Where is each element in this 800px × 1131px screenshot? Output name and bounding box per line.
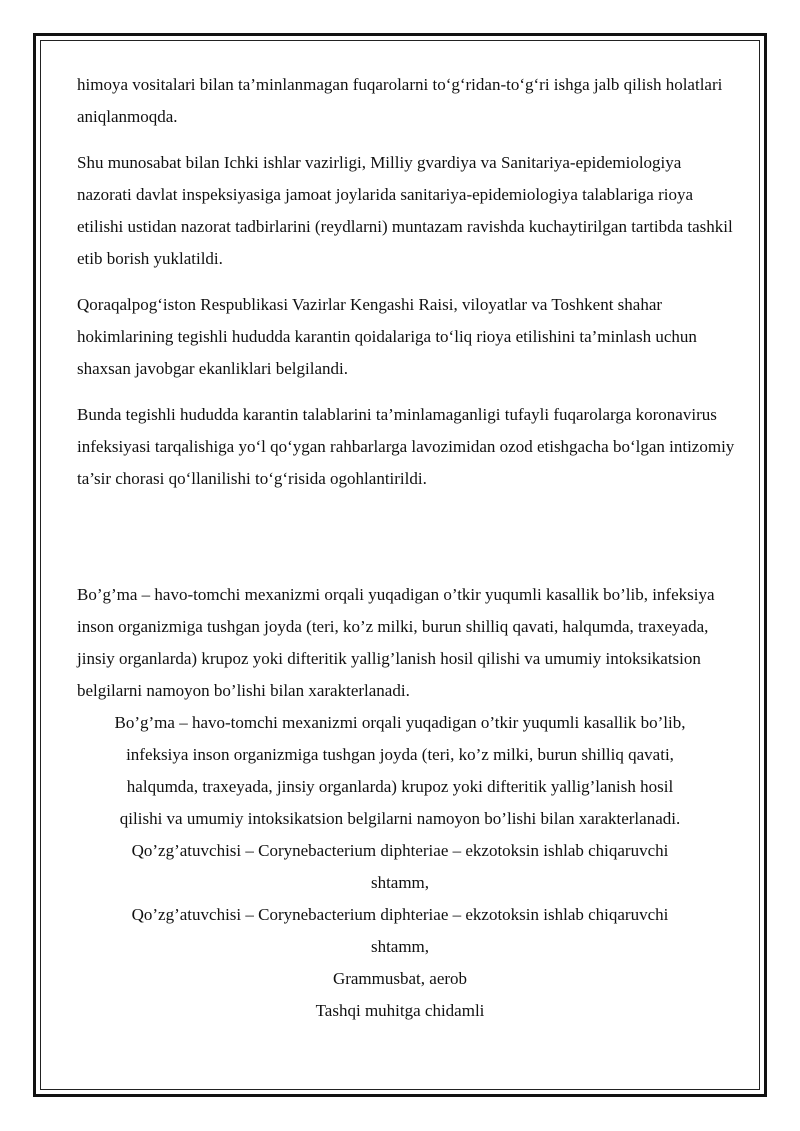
paragraph-2: Shu munosabat bilan Ichki ishlar vazirligi, Milliy gvardiya va Sanitariya-epidemiologiya nazorati davlat inspeksiyasiga jamoat joylarida sanitariya-epidemiologiya talablariga rioya etilishi ustidan nazorat tadbirlarini (reydlarni) muntazam ravishda kuchaytirilgan tartibda tashkil etib borish yuklatildi.	[77, 153, 733, 268]
centered-line: Tashqi muhitga chidamli	[315, 1001, 485, 1020]
paragraph-4: Bunda tegishli hududda karantin talablarini ta’minlamaganligi tufayli fuqarolarga koronavirus infeksiyasi tarqalishiga yo‘l qo‘ygan rahbarlarga lavozimidan ozod etishgacha bo‘lgan intizomiy ta’sir chorasi qo‘llanilishi to‘g‘risida ogohlantirildi.	[77, 405, 735, 488]
paragraph-1: himoya vositalari bilan ta’minlanmagan fuqarolarni to‘g‘ridan-to‘g‘ri ishga jalb qilish holatlari aniqlanmoqda.	[77, 75, 723, 126]
centered-line: halqumda, traxeyada, jinsiy organlarda) krupoz yoki difteritik yallig’lanish hosil	[126, 777, 674, 796]
centered-line: Grammusbat, aerob	[332, 969, 468, 988]
centered-line: Qo’zg’atuvchisi – Corynebacterium diphteriae – ekzotoksin ishlab chiqaruvchi	[131, 841, 669, 860]
document-body	[77, 69, 737, 1027]
centered-text-block	[77, 707, 723, 1027]
centered-line: shtamm,	[370, 937, 430, 956]
section-gap	[77, 509, 737, 579]
paragraph-3: Qoraqalpog‘iston Respublikasi Vazirlar Kengashi Raisi, viloyatlar va Toshkent shahar hokimlarining tegishli hududda karantin qoidalariga to‘liq rioya etilishini ta’minlash uchun shaxsan javobgar ekanliklari belgilandi.	[77, 295, 697, 378]
centered-line: qilishi va umumiy intoksikatsion belgilarni namoyon bo’lishi bilan xarakterlanadi.	[119, 809, 681, 828]
centered-line: shtamm,	[370, 873, 430, 892]
centered-line: Bo’g’ma – havo-tomchi mexanizmi orqali yuqadigan o’tkir yuqumli kasallik bo’lib,	[114, 713, 686, 732]
diphtheria-paragraph: Bo’g’ma – havo-tomchi mexanizmi orqali yuqadigan o’tkir yuqumli kasallik bo’lib, infeksiya inson organizmiga tushgan joyda (teri, ko’z milki, burun shilliq qavati, halqumda, traxeyada, jinsiy organlarda) krupoz yoki difteritik yallig’lanish hosil qilishi va umumiy intoksikatsion belgilarni namoyon bo’lishi bilan xarakterlanadi.	[77, 585, 715, 700]
centered-line: infeksiya inson organizmiga tushgan joyda (teri, ko’z milki, burun shilliq qavati,	[126, 745, 674, 764]
centered-line: Qo’zg’atuvchisi – Corynebacterium diphteriae – ekzotoksin ishlab chiqaruvchi	[131, 905, 669, 924]
